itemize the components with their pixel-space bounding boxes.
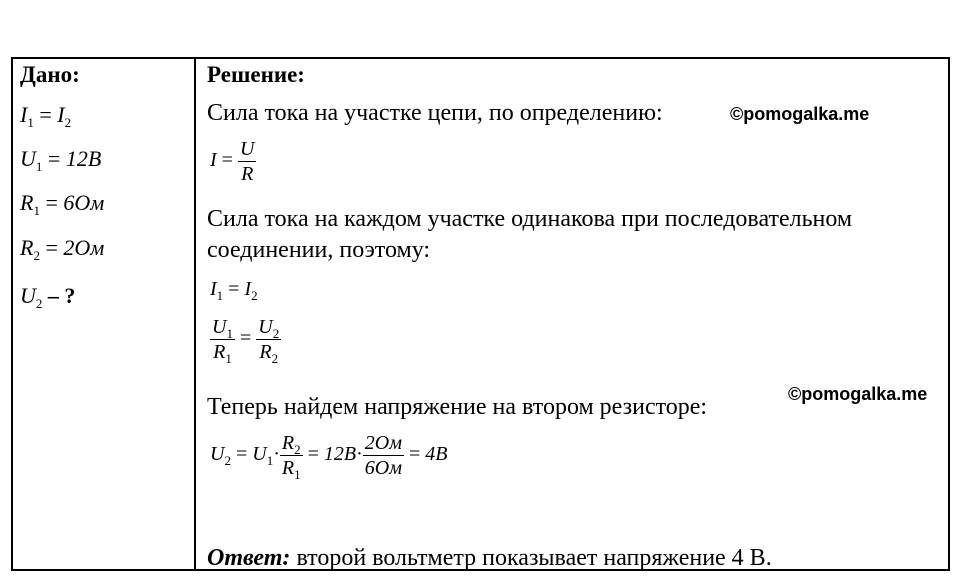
answer-line bbox=[207, 545, 772, 572]
fraction: $\frac{U_1}{R_1}$ bbox=[212, 316, 233, 366]
solution-text-3: соединении, поэтому: bbox=[207, 237, 431, 263]
answer-label: Ответ: bbox=[207, 545, 291, 571]
solution-text-4: Теперь найдем напряжение на втором резисторе: bbox=[207, 394, 708, 420]
answer-text: второй вольтметр показывает напряжение 4 В. bbox=[296, 545, 772, 571]
watermark-1: ©pomogalka.me bbox=[730, 104, 870, 124]
given-line-unknown: $U_2$ – ? bbox=[20, 283, 76, 311]
fraction: $\frac{R_2}{R_1}$ bbox=[281, 432, 301, 482]
solution-heading: Решение: bbox=[207, 62, 305, 87]
given-line-3: $R_1 = 6Ом$ bbox=[20, 190, 105, 218]
solution-table bbox=[11, 57, 950, 571]
formula-ratio: $\frac{U_1}{R_1}$ = $\frac{U_2}{R_2}$ bbox=[212, 316, 280, 366]
fraction: $\frac{U_2}{R_2}$ bbox=[258, 316, 280, 366]
given-line-1: $I_1 = I_2$ bbox=[20, 102, 72, 130]
given-heading: Дано: bbox=[20, 62, 80, 87]
given-line-4: $R_2 = 2Ом$ bbox=[20, 235, 105, 263]
column-divider bbox=[194, 57, 196, 571]
formula-currents: $I_1 = I_2$ bbox=[210, 278, 258, 303]
formula-ohm: I = $\frac{U}{R}$ bbox=[210, 138, 255, 185]
watermark-2: ©pomogalka.me bbox=[788, 384, 928, 404]
fraction: $\frac{2Ом}{6Ом}$ bbox=[364, 432, 402, 479]
solution-text-2: Сила тока на каждом участке одинакова при последовательном bbox=[207, 206, 853, 232]
solution-text-1: Сила тока на участке цепи, по определению: bbox=[207, 100, 663, 126]
given-line-2: $U_1 = 12B$ bbox=[20, 146, 102, 174]
fraction: $\frac{U}{R}$ bbox=[239, 138, 255, 185]
formula-result: $U_2 = U_1\cdot$ $\frac{R_2}{R_1}$ = 12B· $\frac{2Ом}{6Ом}$ = 4B bbox=[210, 432, 448, 482]
